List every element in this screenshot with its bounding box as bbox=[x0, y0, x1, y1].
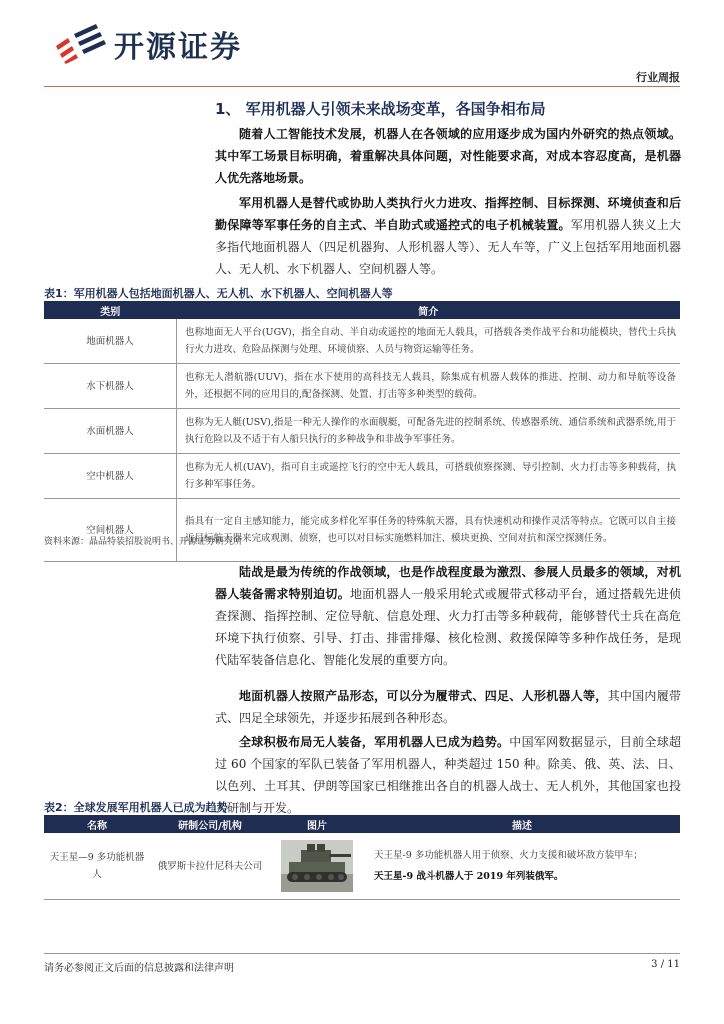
section-title: 1、 军用机器人引领未来战场变革，各国争相布局 bbox=[215, 100, 546, 118]
logo-text: 开源证券 bbox=[114, 30, 242, 65]
table-row bbox=[44, 319, 680, 364]
table-header: 图片 bbox=[270, 815, 364, 833]
paragraph-global bbox=[215, 731, 681, 819]
paragraph-bold: 随着人工智能技术发展，机器人在各领域的应用逐步成为国内外研究的热点领域。其中军工场景目标明确，着重解决具体问题，对性能要求高，对成本容忍度高，是机器人优先落地场景。 bbox=[215, 127, 681, 185]
table-header: 研制公司/机构 bbox=[150, 815, 270, 833]
paragraph-forms bbox=[215, 685, 681, 729]
category-cell: 空间机器人 bbox=[44, 499, 177, 562]
table-row bbox=[44, 454, 680, 499]
paragraph-text: 中国军网数据显示，目前全球超过 60 个国家的军队已装备了军用机器人，种类超过 150 种。除美、俄、英、法、日、以色列、土耳其、伊朗等国家已相继推出各自的机器人战士、无人机外，其他国家也投入研制与开发。 bbox=[215, 735, 681, 815]
paragraph-bold: 军用机器人是替代或协助人类执行火力进攻、指挥控制、目标探测、环境侦查和后勤保障等军事任务的自主式、半自助式或遥控式的电子机械装置。 bbox=[215, 196, 681, 232]
page-number: 3 / 11 bbox=[651, 959, 680, 970]
paragraph-text: 其中国内履带式、四足全球领先，并逐步拓展到各种形态。 bbox=[215, 689, 681, 725]
description-line: 天王星-9 多功能机器人用于侦察、火力支援和破坏敌方装甲车； bbox=[374, 850, 643, 861]
footer-disclaimer: 请务必参阅正文后面的信息披露和法律声明 bbox=[44, 963, 234, 974]
robot-image-cell bbox=[270, 833, 364, 900]
description-cell: 也称为无人机(UAV)，指可自主或遥控飞行的空中无人载具，可搭载侦察探测、导引控制、火力打击等多种载荷，执行多种军事任务。 bbox=[177, 454, 681, 499]
table-header: 类别 bbox=[44, 301, 177, 319]
paragraph-land-warfare bbox=[215, 561, 681, 671]
paragraph-bold: 陆战是最为传统的作战领域，也是作战程度最为激烈、参展人员最多的领域，对机器人装备需求特别迫切。 bbox=[215, 565, 681, 601]
paragraph-bold: 地面机器人按照产品形态，可以分为履带式、四足、人形机器人等， bbox=[239, 689, 608, 703]
table-header: 名称 bbox=[44, 815, 150, 833]
robot-tank-image bbox=[281, 840, 353, 892]
paragraph-text: 军用机器人狭义上大多指代地面机器人（四足机器狗、人形机器人等）、无人车等，广义上包括军用地面机器人、无人机、水下机器人、空间机器人等。 bbox=[215, 218, 681, 276]
category-cell: 空中机器人 bbox=[44, 454, 177, 499]
robot-description-cell bbox=[364, 833, 680, 900]
paragraph-bold: 全球积极布局无人装备，军用机器人已成为趋势。 bbox=[239, 735, 510, 749]
table2-caption: 表2：全球发展军用机器人已成为趋势 bbox=[44, 801, 228, 814]
logo-icon bbox=[52, 24, 110, 64]
maker-cell: 俄罗斯卡拉什尼科夫公司 bbox=[150, 833, 270, 900]
description-cell: 指具有一定自主感知能力，能完成多样化军事任务的特殊航天器，具有快速机动和操作灵活等特点。它既可以自主接近目标航天器来完成观测、侦察，也可以对目标实施燃料加注、模块更换、空间对抗和深空探测任务。 bbox=[177, 499, 681, 562]
description-cell: 也称无人潜航器(UUV)，指在水下使用的高科技无人载具，除集成有机器人载体的推进、控制、动力和导航等设备外，还根据不同的应用目的,配备探测、处置、打击等多种类型的载荷。 bbox=[177, 364, 681, 409]
paragraph-text: 地面机器人一般采用轮式或履带式移动平台，通过搭载先进侦查探测、指挥控制、定位导航、信息处理、火力打击等多种载荷，能够替代士兵在高危环境下执行侦察、引导、打击、排雷排爆、核化检测、救援保障等多种作战任务，是现代陆军装备信息化、智能化发展的重要方向。 bbox=[215, 587, 681, 667]
robot-category-table bbox=[44, 301, 680, 562]
table-row bbox=[44, 409, 680, 454]
paragraph-intro bbox=[215, 123, 681, 189]
category-cell: 地面机器人 bbox=[44, 319, 177, 364]
table-row bbox=[44, 364, 680, 409]
robot-name-cell: 天王星—9 多功能机器人 bbox=[44, 833, 150, 900]
description-line-bold: 天王星-9 战斗机器人于 2019 年列装俄军。 bbox=[374, 871, 564, 882]
description-cell: 也称地面无人平台(UGV)，指全自动、半自动或遥控的地面无人载具，可搭载各类作战平台和功能模块，替代士兵执行火力进攻、危险品探测与处理、环境侦察、人员与物资运输等任务。 bbox=[177, 319, 681, 364]
footer-divider bbox=[44, 953, 680, 954]
table-header: 描述 bbox=[364, 815, 680, 833]
company-logo bbox=[52, 22, 242, 66]
table-row bbox=[44, 499, 680, 562]
document-type: 行业周报 bbox=[636, 71, 680, 84]
category-cell: 水下机器人 bbox=[44, 364, 177, 409]
table-header: 简介 bbox=[177, 301, 681, 319]
global-robot-table bbox=[44, 815, 680, 900]
description-cell: 也称为无人艇(USV),指是一种无人操作的水面舰艇，可配备先进的控制系统、传感器系统、通信系统和武器系统,用于执行危险以及不适于有人船只执行的多种战争和非战争军事任务。 bbox=[177, 409, 681, 454]
table-row bbox=[44, 833, 680, 900]
category-cell: 水面机器人 bbox=[44, 409, 177, 454]
header-divider bbox=[44, 86, 680, 87]
source-note: 资料来源：晶品特装招股说明书、开源证券研究所 bbox=[44, 537, 243, 547]
paragraph-definition bbox=[215, 192, 681, 280]
table1-caption: 表1：军用机器人包括地面机器人、无人机、水下机器人、空间机器人等 bbox=[44, 287, 393, 300]
